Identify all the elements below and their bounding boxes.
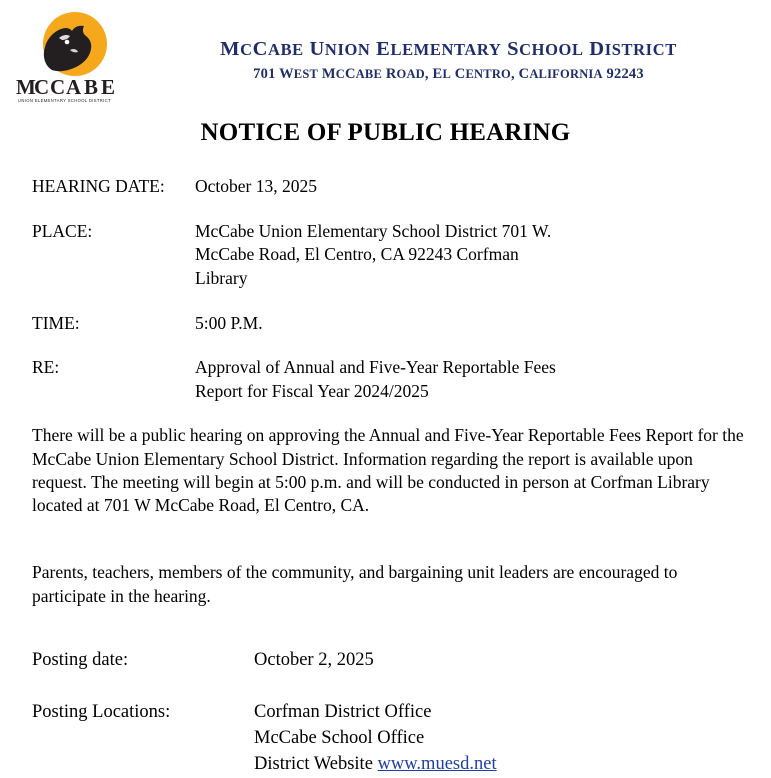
field-row-hearing-date (32, 175, 743, 199)
posting-section (0, 648, 771, 778)
page-title: NOTICE OF PUBLIC HEARING (200, 119, 571, 146)
field-value-line: October 13, 2025 (195, 176, 317, 196)
svg-text:B: B (84, 75, 99, 99)
district-name: MCCABE UNION ELEMENTARY SCHOOL DISTRICT (220, 38, 677, 60)
district-identity (136, 38, 761, 83)
posting-location-website (254, 752, 771, 778)
posting-location-item: McCabe School Office (254, 727, 425, 748)
field-label: PLACE: (32, 220, 93, 241)
svg-text:C: C (34, 75, 50, 99)
posting-date-row (32, 648, 771, 674)
field-value-line: Approval of Annual and Five-Year Reportable Fees (195, 357, 556, 378)
field-value-line: Library (195, 267, 248, 288)
field-value-line: 5:00 P.M. (195, 312, 263, 333)
field-value (195, 175, 743, 199)
field-label: HEARING DATE: (32, 176, 165, 196)
notice-fields (0, 175, 771, 403)
posting-location-item: Corfman District Office (254, 701, 432, 722)
field-row-place (32, 220, 743, 291)
notice-paragraph-1: There will be a public hearing on approving the Annual and Five-Year Reportable Fees Report for the McCabe Union Elementary School District. Information regarding the report is available upon request. The meeting will begin at 5:00 p.m. and will be conducted in person at Corfman Library located at 701 W McCabe Road, El Centro, CA. (32, 425, 744, 516)
field-row-re (32, 356, 743, 403)
posting-locations-value (254, 700, 771, 778)
svg-text:C: C (50, 75, 66, 99)
posting-date-value: October 2, 2025 (254, 649, 374, 670)
field-row-time (32, 312, 743, 336)
svg-text:A: A (66, 75, 82, 99)
district-address: 701 WEST MCCABE ROAD, EL CENTRO, CALIFORNIA 92243 (253, 66, 644, 82)
mccabe-lion-logo (12, 8, 132, 106)
posting-locations-row (32, 700, 771, 778)
field-value-line: Report for Fiscal Year 2024/2025 (195, 380, 429, 401)
field-value (195, 220, 743, 291)
district-website-link[interactable]: www.muesd.net (377, 753, 497, 774)
field-label: TIME: (32, 312, 80, 333)
svg-text:E: E (101, 75, 116, 99)
svg-text:M: M (16, 75, 37, 99)
posting-website-prefix: District Website (254, 753, 378, 774)
field-value-line: McCabe Road, El Centro, CA 92243 Corfman (195, 244, 519, 265)
field-value (195, 356, 743, 403)
notice-paragraph-2: Parents, teachers, members of the community, and bargaining unit leaders are encouraged to participate in the hearing. (32, 562, 678, 606)
document-header (0, 0, 771, 108)
posting-date-label: Posting date: (32, 649, 129, 670)
svg-text:UNION ELEMENTARY SCHOOL DISTRI: UNION ELEMENTARY SCHOOL DISTRICT (18, 98, 111, 103)
field-value (195, 312, 743, 336)
field-value-line: McCabe Union Elementary School District 701 W. (195, 220, 552, 241)
field-label: RE: (32, 357, 60, 378)
posting-locations-label: Posting Locations: (32, 701, 171, 722)
